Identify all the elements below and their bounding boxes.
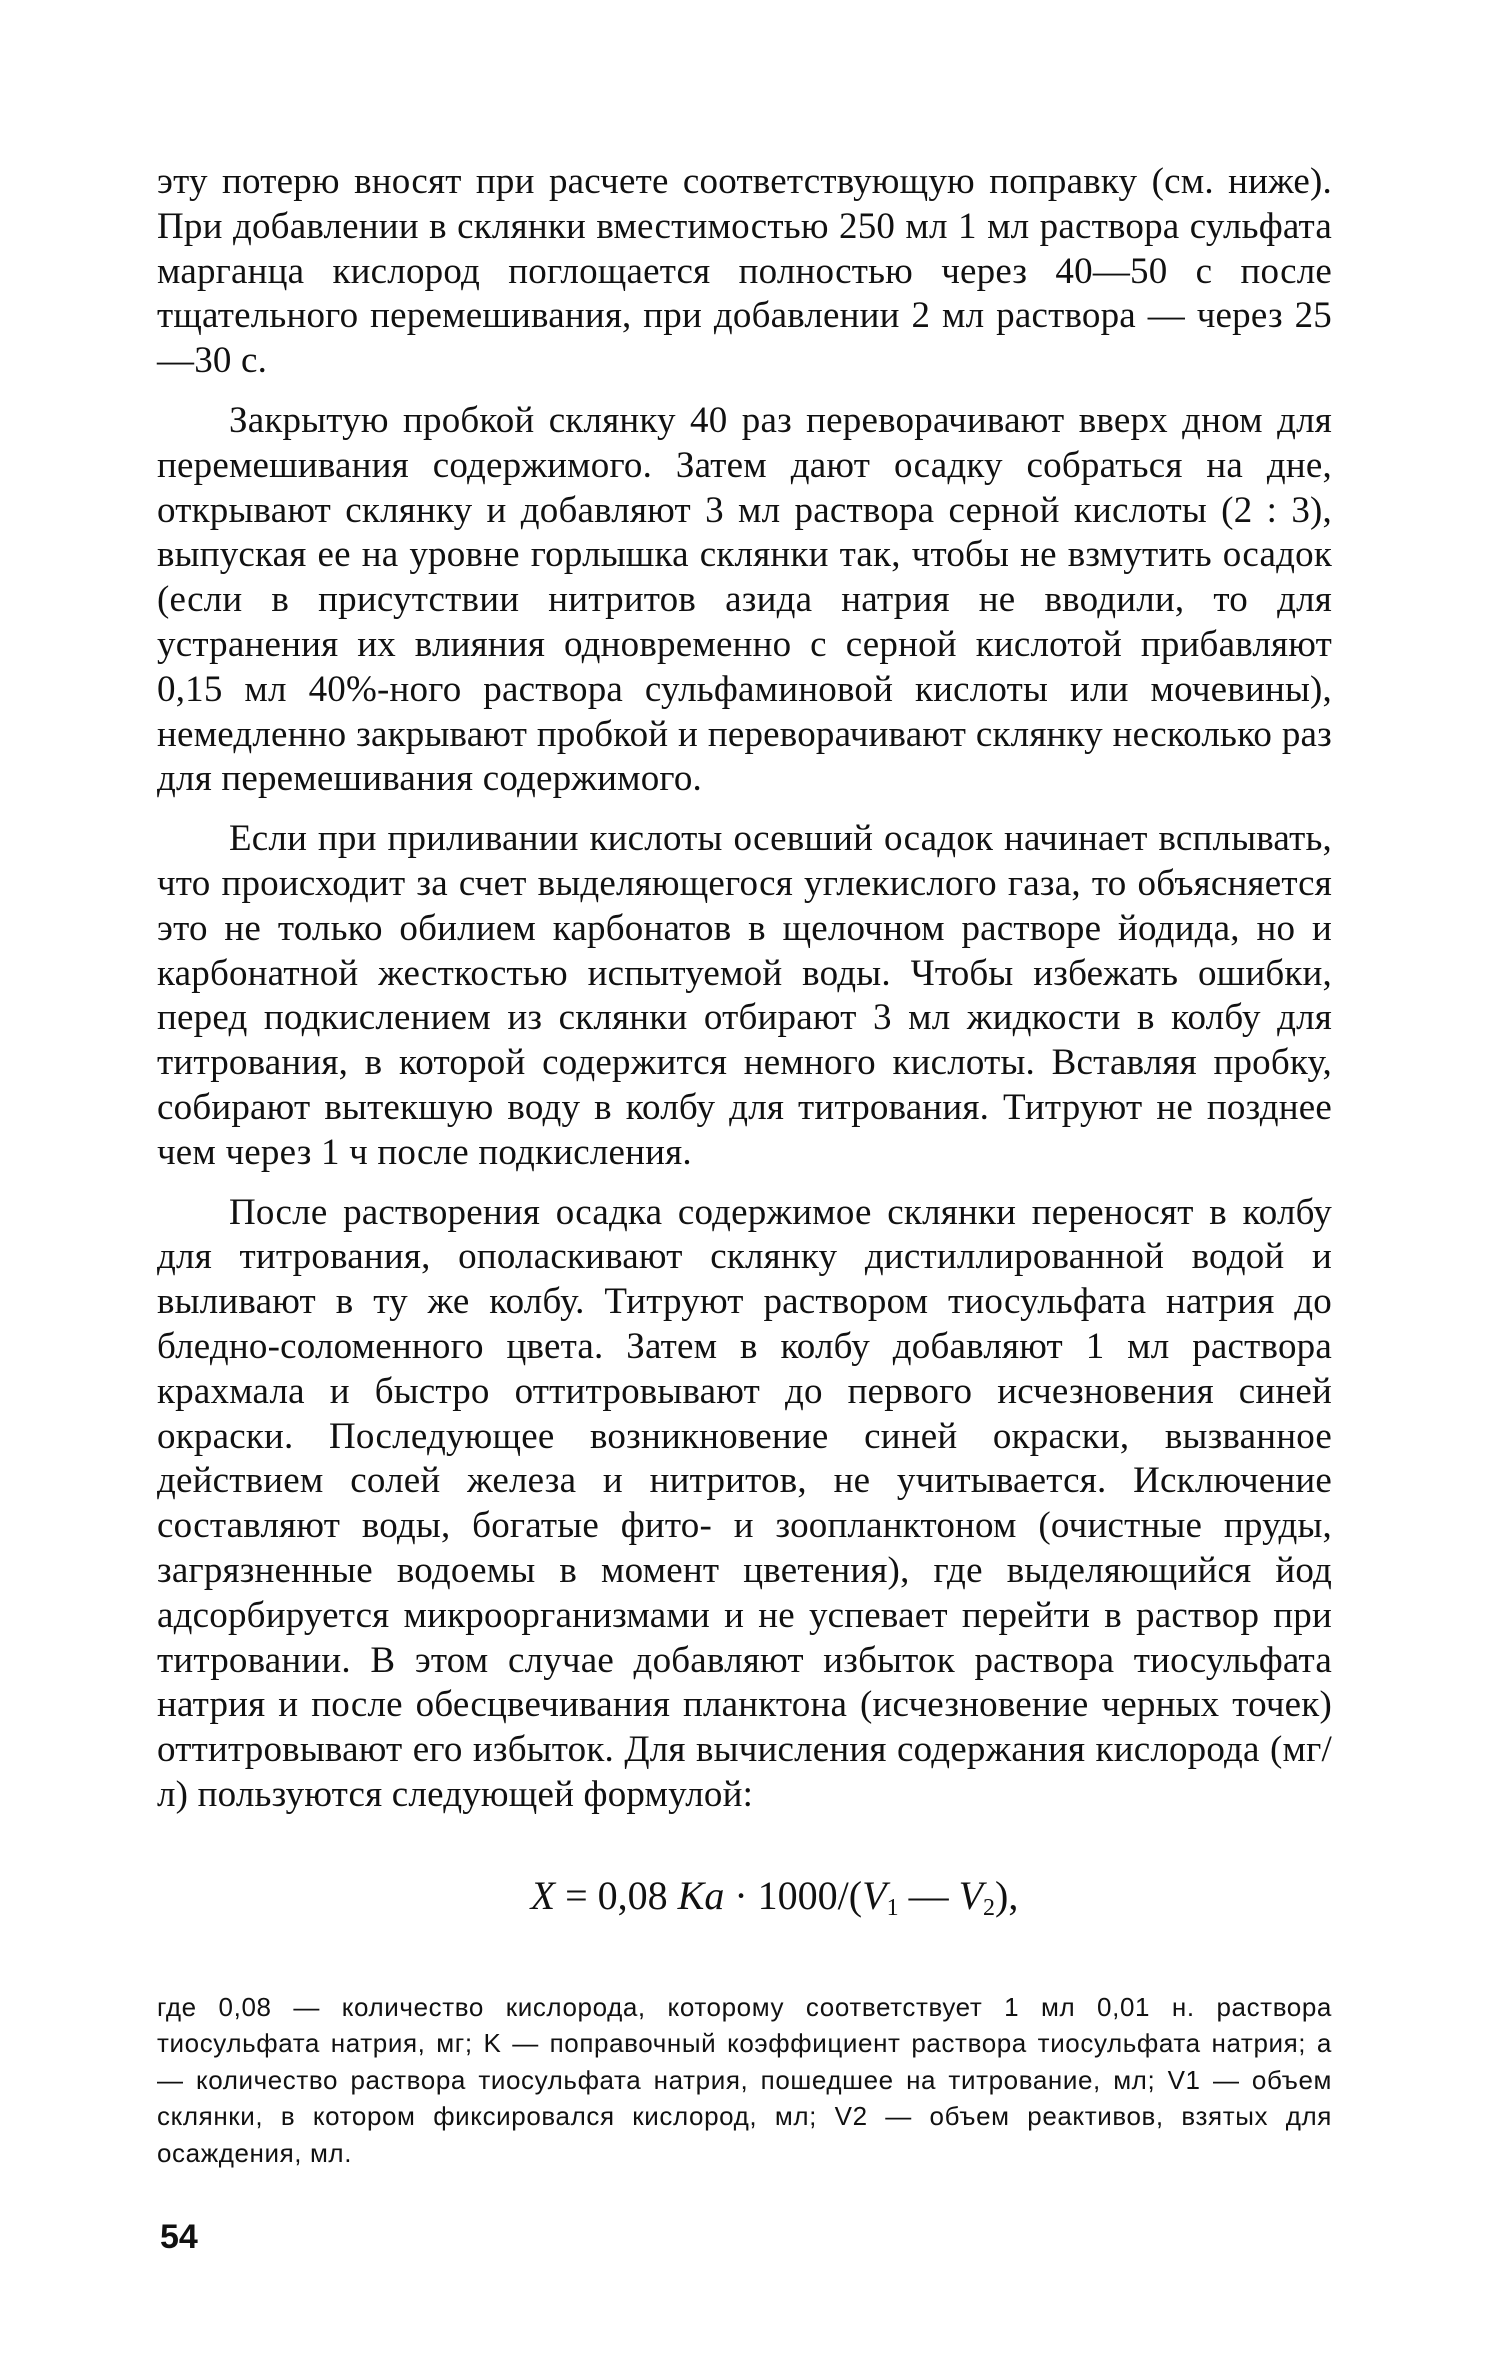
paragraph-2: Закрытую пробкой склянку 40 раз переворачивают вверх дном для перемешивания содержимого. Затем дают осадку собраться на дне, открывают склянку и добавляют 3 мл раствора серной кислоты (2 : 3), выпуская ее на уровне горлышка склянки так, чтобы не взмутить осадок (если в присутствии нитритов азида натрия не вводили, то для устранения их влияния одновременно с серной кислотой прибавляют 0,15 мл 40%-ного раствора сульфаминовой кислоты или мочевины), немедленно закрывают пробкой и переворачивают склянку несколько раз для перемешивания содержимого. <box>157 399 1332 800</box>
formula-end: ), <box>995 1872 1019 1918</box>
formula-a: a <box>704 1872 725 1918</box>
formula-coefficient: = 0,08 <box>555 1872 678 1918</box>
formula-v1: V <box>862 1872 887 1918</box>
page-number: 54 <box>160 2218 198 2256</box>
formula-sub2: 2 <box>983 1894 995 1921</box>
paragraph-1: эту потерю вносят при расчете соответствующую поправку (см. ниже). При добавлении в склянки вместимостью 250 мл 1 мл раствора сульфата марганца кислород поглощается полностью через 40—50 с после тщательного перемешивания, при добавлении 2 мл раствора — через 25—30 с. <box>157 161 1332 382</box>
formula-k: K <box>677 1872 705 1918</box>
formula-v2: V <box>958 1872 983 1918</box>
formula-sub1: 1 <box>886 1894 899 1921</box>
formula-x: X <box>530 1872 556 1918</box>
paragraph-3: Если при приливании кислоты осевший осадок начинает всплывать, что происходит за счет выделяющегося углекислого газа, то объясняется это не только обилием карбонатов в щелочном растворе йодида, но и карбонатной жесткостью испытуемой воды. Чтобы избежать ошибки, перед подкислением из склянки отбирают 3 мл жидкости в колбу для титрования, в которой содержится немного кислоты. Вставляя пробку, собирают вытекшую воду в колбу для титрования. Титруют не позднее чем через 1 ч после подкисления. <box>157 818 1332 1173</box>
formula-notes: где 0,08 — количество кислорода, которому соответствует 1 мл 0,01 н. раствора тиосульфата натрия, мг; K — поправочный коэффициент раствора тиосульфата натрия; a — количество раствора тиосульфата натрия, пошедшее на титрование, мл; V1 — объем склянки, в котором фиксировался кислород, мл; V2 — объем реактивов, взятых для осаждения, мл. <box>157 1991 1332 2168</box>
formula-middle: · 1000/( <box>724 1872 863 1918</box>
paragraph-4: После растворения осадка содержимое склянки переносят в колбу для титрования, ополаскивают склянку дистиллированной водой и выливают в ту же колбу. Титруют раствором тиосульфата натрия до бледно-соломенного цвета. Затем в колбу добавляют 1 мл раствора крахмала и быстро оттитровывают до первого исчезновения синей окраски. Последующее возникновение синей окраски, вызванное действием солей железа и нитритов, не учитывается. Исключение составляют воды, богатые фито- и зоопланктоном (очистные пруды, загрязненные водоемы в момент цветения), где выделяющийся йод адсорбируется микроорганизмами и не успевает перейти в раствор при титровании. В этом случае добавляют избыток раствора тиосульфата натрия и после обесцвечивания планктона (исчезновение черных точек) оттитровывают его избыток. Для вычисления содержания кислорода (мг/л) пользуются следующей формулой: <box>157 1191 1332 1815</box>
formula-minus: — <box>898 1872 959 1918</box>
page-body <box>157 160 1332 2171</box>
oxygen-formula <box>157 1871 1332 1921</box>
